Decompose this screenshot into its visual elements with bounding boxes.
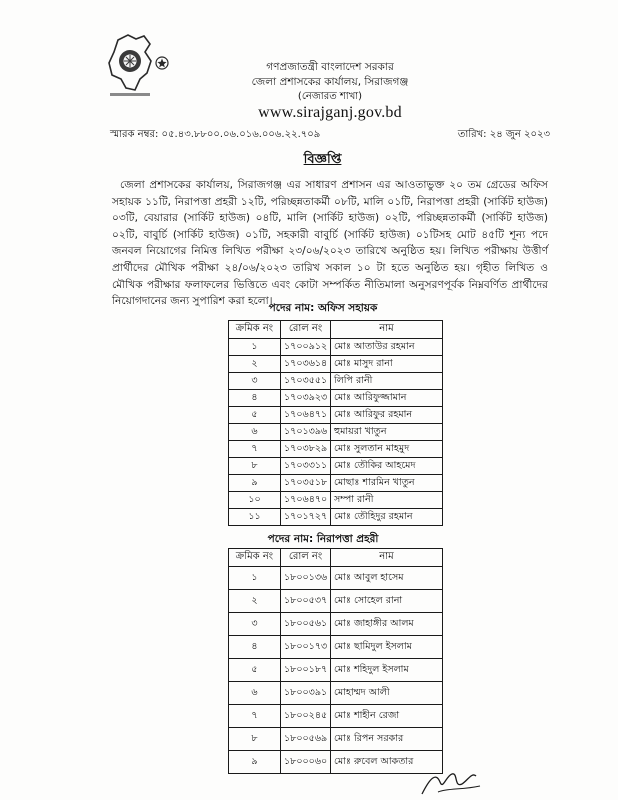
serial-cell: ১১	[229, 509, 281, 526]
name-cell: মোঃ শাহীন রেজা	[331, 705, 443, 728]
table-row	[229, 458, 443, 475]
name-header: নাম	[331, 321, 443, 339]
serial-cell: ৪	[229, 636, 281, 659]
post-heading-security-guard: পদের নাম: নিরাপত্তা প্রহরী	[267, 533, 379, 545]
serial-cell: ৭	[229, 441, 281, 458]
roll-cell: ১৭০৩৩১১	[281, 458, 331, 475]
name-cell: মোঃ সুলতান মাহমুদ	[331, 441, 443, 458]
serial-cell: ২	[229, 590, 281, 613]
table-row	[229, 356, 443, 373]
table-row	[229, 492, 443, 509]
roll-cell: ১৮০০৩৯১	[281, 682, 331, 705]
roll-cell: ১৮০০২৪৫	[281, 705, 331, 728]
memo-date: তারিখ: ২৪ জুন ২০২৩	[457, 129, 550, 140]
name-cell: মোঃ রুবেল আকতার	[331, 751, 443, 774]
roll-cell: ১৭০৩৫১৮	[281, 475, 331, 492]
table-header-row	[229, 321, 443, 339]
name-cell: সম্পা রানী	[331, 492, 443, 509]
roll-cell: ১৮০০১৭৩	[281, 636, 331, 659]
table-header-row	[229, 549, 443, 567]
table-row	[229, 441, 443, 458]
government-name: গণপ্রজাতন্ত্রী বাংলাদেশ সরকার	[266, 61, 394, 73]
name-cell: মোঃ সোহেল রানা	[331, 590, 443, 613]
table-row	[229, 339, 443, 356]
serial-header: ক্রমিক নং	[229, 321, 281, 339]
table-row	[229, 475, 443, 492]
roll-cell: ১৭০০৯১২	[281, 339, 331, 356]
table-row	[229, 407, 443, 424]
roll-cell: ১৭০১৩৯৬	[281, 424, 331, 441]
roll-cell: ১৮০০৫৬১	[281, 613, 331, 636]
district-logo	[98, 30, 178, 100]
name-cell: মোঃ আতাউর রহমান	[331, 339, 443, 356]
roll-header: রোল নং	[281, 321, 331, 339]
roll-cell: ১৮০০৫৬৯	[281, 728, 331, 751]
serial-header: ক্রমিক নং	[229, 549, 281, 567]
post-heading-office-assistant: পদের নাম: অফিস সহায়ক	[268, 302, 378, 314]
roll-cell: ১৭০৬৪৭০	[281, 492, 331, 509]
section-name: (নেজারত শাখা)	[297, 91, 363, 102]
table-row	[229, 424, 443, 441]
name-cell: মোঃ আবুল হাসেম	[331, 567, 443, 590]
office-assistant-table	[228, 320, 443, 526]
table-row	[229, 373, 443, 390]
name-cell: মোঃ তৌহিদুর রহমান	[331, 509, 443, 526]
roll-cell: ১৮০০০৬০	[281, 751, 331, 774]
roll-cell: ১৮০০১৮৭	[281, 659, 331, 682]
serial-cell: ৩	[229, 613, 281, 636]
table-row	[229, 659, 443, 682]
serial-cell: ৭	[229, 705, 281, 728]
signature	[418, 768, 488, 798]
memo-row	[110, 128, 550, 142]
serial-cell: ৮	[229, 728, 281, 751]
roll-cell: ১৭০৩৯২৩	[281, 390, 331, 407]
name-cell: মোঃ রিপন সরকার	[331, 728, 443, 751]
roll-header: রোল নং	[281, 549, 331, 567]
security-guard-table	[228, 548, 443, 774]
serial-cell: ৯	[229, 475, 281, 492]
notice-body: জেলা প্রশাসকের কার্যালয়, সিরাজগঞ্জ এর সাধারণ প্রশাসন এর আওতাভুক্ত ২০ তম গ্রেডের অফিস সহায়ক ১১টি, নিরাপত্তা প্রহরী ১২টি, পরিচ্ছন্নতাকর্মী ০৮টি, মালি ০১টি, নিরাপত্তা প্রহরী (সার্কিট হাউজ) ০৩টি, বেয়ারার (সার্কিট হাউজ) ০৪টি, মালি (সার্কিট হাউজ) ০২টি, পরিচ্ছন্নতাকর্মী (সার্কিট হাউজ) ০২টি, বাবুর্চি (সার্কিট হাউজ) ০১টি, সহকারী বাবুর্চি (সার্কিট হাউজ) ০১টিসহ মোট ৪৫টি শূন্য পদে জনবল নিয়োগের নিমিত্ত লিখিত পরীক্ষা ২৩/০৬/২০২৩ তারিখে অনুষ্ঠিত হয়। লিখিত পরীক্ষায় উত্তীর্ণ প্রার্থীদের মৌখিক পরীক্ষা ২৪/০৬/২০২৩ তারিখ সকাল ১০ টা হতে অনুষ্ঠিত হয়। গৃহীত লিখিত ও মৌখিক পরীক্ষার ফলাফলের ভিত্তিতে এবং কোটা সম্পর্কিত নীতিমালা অনুসরণপূর্বক নিম্নবর্ণিত প্রার্থীদের নিয়োগদানের জন্য সুপারিশ করা হলো।	[112, 179, 548, 308]
name-cell: লিপি রানী	[331, 373, 443, 390]
serial-cell: ৫	[229, 407, 281, 424]
roll-cell: ১৭০১৭২৭	[281, 509, 331, 526]
roll-cell: ১৭০৬৪৭১	[281, 407, 331, 424]
table-row	[229, 613, 443, 636]
table-row	[229, 728, 443, 751]
name-cell: মোঃ শহিদুল ইসলাম	[331, 659, 443, 682]
table-row	[229, 390, 443, 407]
roll-cell: ১৭০৩৫৫১	[281, 373, 331, 390]
roll-cell: ১৮০০১৩৬	[281, 567, 331, 590]
serial-cell: ২	[229, 356, 281, 373]
name-cell: মোঃ জাহাঙ্গীর আলম	[331, 613, 443, 636]
name-header: নাম	[331, 549, 443, 567]
notice-title: বিজ্ঞপ্তি	[303, 152, 342, 167]
memo-number: স্মারক নম্বর: ০৫.৪৩.৮৮০০.০৬.০১৬.০০৬.২২.৭০৯	[110, 129, 321, 140]
name-cell: মোহাম্মদ আলী	[331, 682, 443, 705]
website-url: www.sirajganj.gov.bd	[258, 104, 402, 121]
serial-cell: ১	[229, 567, 281, 590]
table-row	[229, 636, 443, 659]
roll-cell: ১৭০৩৬১৪	[281, 356, 331, 373]
table-row	[229, 682, 443, 705]
table-row	[229, 509, 443, 526]
table-row	[229, 590, 443, 613]
name-cell: মোঃ ছামিদুল ইসলাম	[331, 636, 443, 659]
name-cell: মোঃ আরিফুজ্জামান	[331, 390, 443, 407]
table-row	[229, 751, 443, 774]
serial-cell: ৮	[229, 458, 281, 475]
name-cell: হুমায়রা খাতুন	[331, 424, 443, 441]
table-row	[229, 705, 443, 728]
name-cell: মোঃ তৌকির আহমেদ	[331, 458, 443, 475]
roll-cell: ১৮০০৫৩৭	[281, 590, 331, 613]
serial-cell: ১০	[229, 492, 281, 509]
name-cell: মোঃ আরিফুর রহমান	[331, 407, 443, 424]
serial-cell: ৫	[229, 659, 281, 682]
table-row	[229, 567, 443, 590]
office-name: জেলা প্রশাসকের কার্যালয়, সিরাজগঞ্জ	[251, 76, 409, 88]
serial-cell: ১	[229, 339, 281, 356]
serial-cell: ৬	[229, 424, 281, 441]
serial-cell: ৬	[229, 682, 281, 705]
serial-cell: ৪	[229, 390, 281, 407]
serial-cell: ৩	[229, 373, 281, 390]
name-cell: মোঃ মাসুদ রানা	[331, 356, 443, 373]
name-cell: মোছাঃ শারমিন খাতুন	[331, 475, 443, 492]
roll-cell: ১৭০৩৮২৯	[281, 441, 331, 458]
serial-cell: ৯	[229, 751, 281, 774]
